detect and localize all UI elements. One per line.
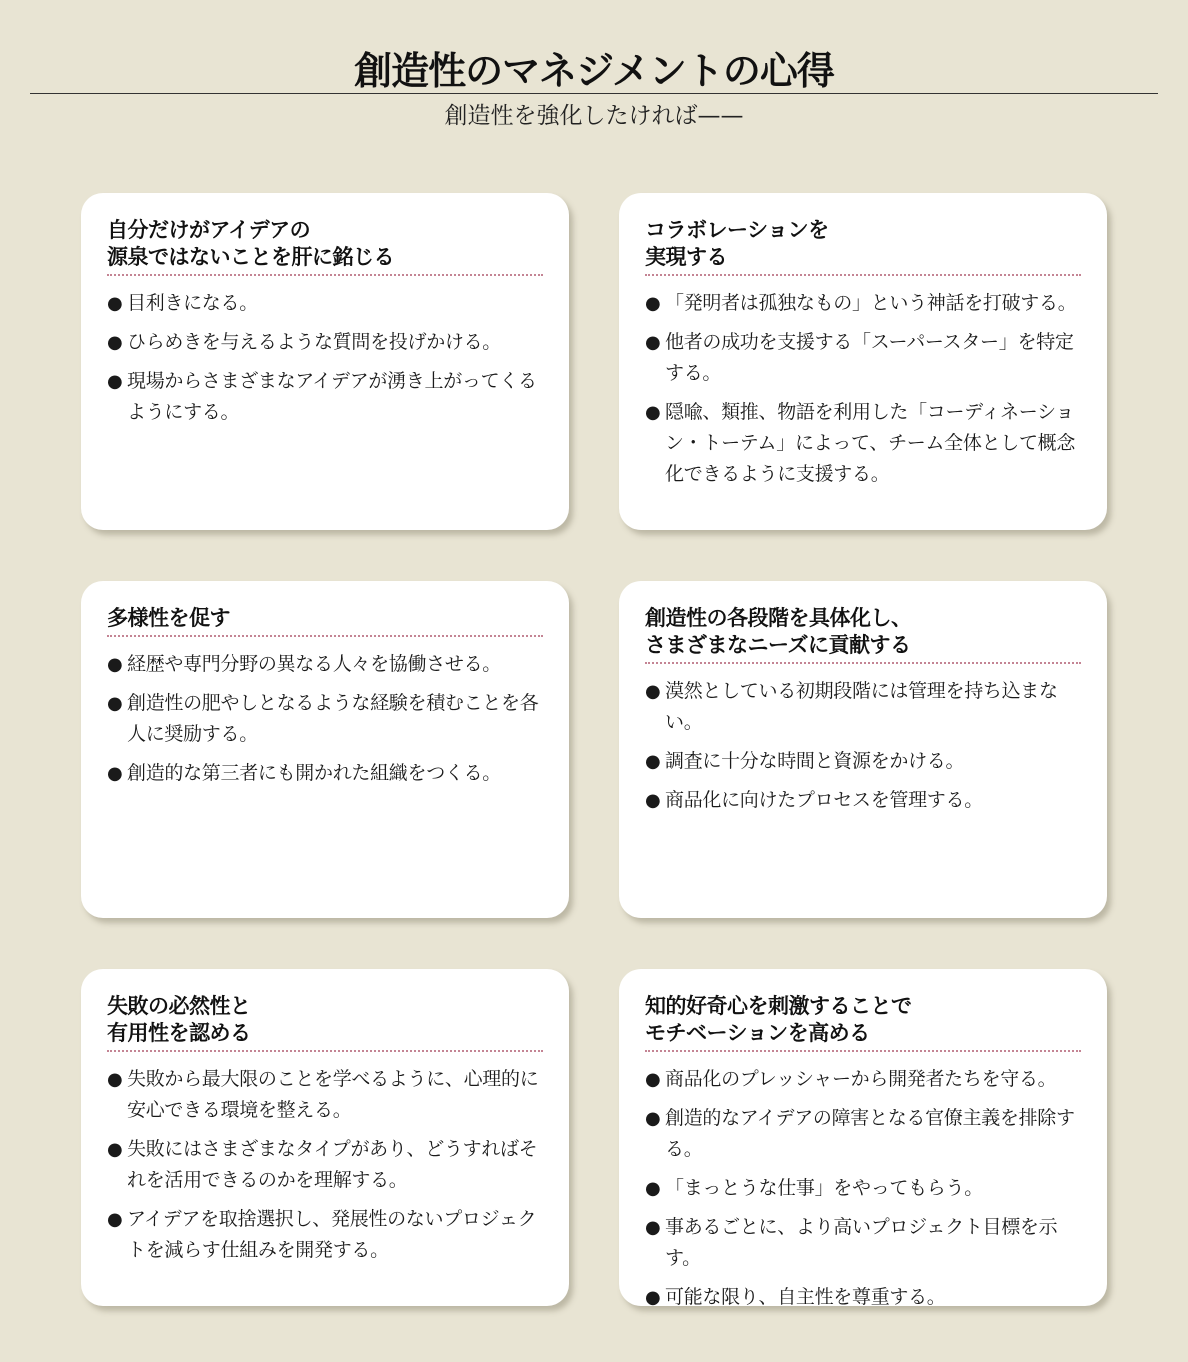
list-item xyxy=(107,1204,543,1266)
card-title: 失敗の必然性と 有用性を認める xyxy=(107,993,543,1052)
list-item xyxy=(645,676,1081,738)
page-title: 創造性のマネジメントの心得 xyxy=(354,49,834,93)
card-title: コラボレーションを 実現する xyxy=(645,217,1081,276)
card-title: 創造性の各段階を具体化し、 さまざまなニーズに貢献する xyxy=(645,605,1081,664)
card-list xyxy=(645,676,1081,816)
card-list xyxy=(107,288,543,428)
bullet-icon: ● xyxy=(107,763,123,784)
bullet-icon: ● xyxy=(645,402,661,423)
list-item-text: 「まっとうな仕事」をやってもらう。 xyxy=(665,1177,983,1199)
bullet-icon: ● xyxy=(645,1217,661,1238)
bullet-icon: ● xyxy=(645,1178,661,1199)
list-item-text: 経歴や専門分野の異なる人々を協働させる。 xyxy=(127,653,502,675)
list-item xyxy=(645,1173,1081,1204)
list-item-text: 可能な限り、自主性を尊重する。 xyxy=(665,1286,946,1308)
list-item-text: 他者の成功を支援する「スーパースター」を特定する。 xyxy=(665,331,1074,384)
list-item-text: 漠然としている初期段階には管理を持ち込まない。 xyxy=(665,680,1058,733)
list-item-text: 失敗にはさまざまなタイプがあり、どうすればそれを活用できるのかを理解する。 xyxy=(127,1138,538,1191)
list-item xyxy=(107,758,543,789)
list-item-text: 「発明者は孤独なもの」という神話を打破する。 xyxy=(665,292,1077,314)
bullet-icon: ● xyxy=(107,1139,123,1160)
list-item xyxy=(107,366,543,428)
card-title: 自分だけがアイデアの 源泉ではないことを肝に銘じる xyxy=(107,217,543,276)
bullet-icon: ● xyxy=(107,293,123,314)
bullet-icon: ● xyxy=(107,1069,123,1090)
list-item xyxy=(645,785,1081,816)
bullet-icon: ● xyxy=(107,693,123,714)
bullet-icon: ● xyxy=(107,654,123,675)
bullet-icon: ● xyxy=(645,790,661,811)
list-item xyxy=(107,1064,543,1126)
list-item xyxy=(107,327,543,358)
list-item-text: 失敗から最大限のことを学べるように、心理的に安心できる環境を整える。 xyxy=(127,1068,539,1121)
bullet-icon: ● xyxy=(645,751,661,772)
list-item xyxy=(645,327,1081,389)
list-item xyxy=(107,688,543,750)
bullet-icon: ● xyxy=(645,1287,661,1308)
card-list xyxy=(645,288,1081,490)
card-diversity xyxy=(81,581,569,918)
card-curiosity xyxy=(619,969,1107,1306)
bullet-icon: ● xyxy=(645,332,661,353)
bullet-icon: ● xyxy=(107,371,123,392)
bullet-icon: ● xyxy=(645,293,661,314)
list-item-text: 目利きになる。 xyxy=(127,292,258,314)
list-item xyxy=(645,1103,1081,1165)
list-item-text: 調査に十分な時間と資源をかける。 xyxy=(665,750,965,772)
card-idea-source xyxy=(81,193,569,530)
page-subtitle: 創造性を強化したければ—— xyxy=(444,103,744,129)
list-item-text: 創造性の肥やしとなるような経験を積むことを各人に奨励する。 xyxy=(127,692,539,745)
list-item-text: 現場からさまざまなアイデアが湧き上がってくるようにする。 xyxy=(127,370,537,423)
list-item-text: 事あるごとに、より高いプロジェクト目標を示す。 xyxy=(665,1216,1058,1269)
card-collaboration xyxy=(619,193,1107,530)
list-item xyxy=(107,1134,543,1196)
card-title: 多様性を促す xyxy=(107,605,543,637)
card-list xyxy=(107,649,543,789)
bullet-icon: ● xyxy=(107,1209,123,1230)
card-list xyxy=(645,1064,1081,1313)
list-item-text: アイデアを取捨選択し、発展性のないプロジェクトを減らす仕組みを開発する。 xyxy=(127,1208,537,1261)
list-item xyxy=(645,288,1081,319)
bullet-icon: ● xyxy=(645,1108,661,1129)
list-item-text: 創造的な第三者にも開かれた組織をつくる。 xyxy=(127,762,502,784)
list-item-text: 隠喩、類推、物語を利用した「コーディネーション・トーテム」によって、チーム全体として概念化できるように支援する。 xyxy=(665,401,1076,485)
list-item xyxy=(645,1282,1081,1313)
bullet-icon: ● xyxy=(645,681,661,702)
list-item-text: ひらめきを与えるような質問を投げかける。 xyxy=(127,331,502,353)
list-item xyxy=(645,1064,1081,1095)
list-item-text: 創造的なアイデアの障害となる官僚主義を排除する。 xyxy=(665,1107,1075,1160)
list-item-text: 商品化のプレッシャーから開発者たちを守る。 xyxy=(665,1068,1057,1090)
list-item xyxy=(107,288,543,319)
bullet-icon: ● xyxy=(645,1069,661,1090)
list-item xyxy=(645,397,1081,490)
card-failure xyxy=(81,969,569,1306)
list-item xyxy=(107,649,543,680)
card-title: 知的好奇心を刺激することで モチベーションを高める xyxy=(645,993,1081,1052)
list-item xyxy=(645,746,1081,777)
bullet-icon: ● xyxy=(107,332,123,353)
card-list xyxy=(107,1064,543,1266)
card-creative-stages xyxy=(619,581,1107,918)
list-item xyxy=(645,1212,1081,1274)
list-item-text: 商品化に向けたプロセスを管理する。 xyxy=(665,789,983,811)
